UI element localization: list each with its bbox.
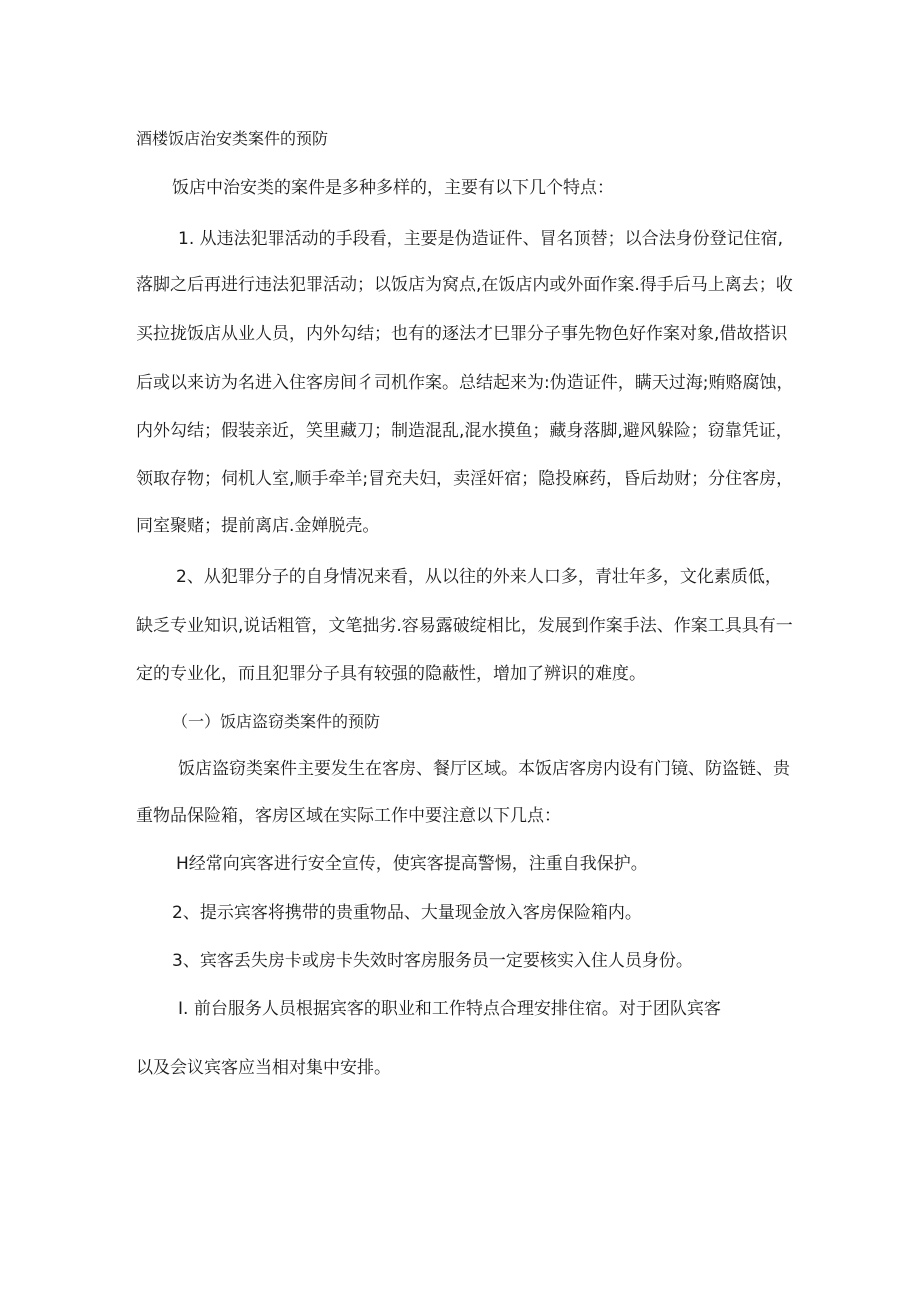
paragraph-3-line: 饭店盗窃类案件主要发生在客房、餐厅区域。本饭店客房内设有门镜、防盗链、贵 [178,759,790,779]
paragraph-2-line: 缺乏专业知识,说话粗管，文笔拙劣.容易露破绽相比，发展到作案手法、作案工具具有一 [136,616,793,636]
paragraph-1-line: 买拉拢饭店从业人员，内外勾结；也有的逐法才巳罪分子事先物色好作案对象,借故搭识 [136,324,788,344]
paragraph-1-line: 1. 从违法犯罪活动的手段看，主要是伪造证件、冒名顶替；以合法身份登记住宿, [178,229,784,249]
list-item: 3、宾客丢失房卡或房卡失效时客房服务员一定要核实入住人员身份。 [172,951,693,971]
list-item: H经常向宾客进行安全宣传，使宾客提高警惕，注重自我保护。 [176,854,648,874]
paragraph-1-line: 后或以来访为名进入住客房间彳司机作案。总结起来为:伪造证件，瞒天过海;贿赂腐蚀， [136,373,794,393]
intro-text: 饭店中治安类的案件是多种多样的，主要有以下几个特点： [172,178,614,198]
paragraph-1-line: 落脚之后再进行违法犯罪活动；以饭店为窝点,在饭店内或外面作案.得手后马上离去；收 [136,275,793,295]
paragraph-2-line: 2、从犯罪分子的自身情况来看，从以往的外来人口多，青壮年多，文化素质低， [176,567,782,587]
section-heading: （一）饭店盗窃类案件的预防 [172,712,381,731]
list-item: 2、提示宾客将携带的贵重物品、大量现金放入客房保险箱内。 [172,903,642,923]
list-item: I. 前台服务人员根据宾客的职业和工作特点合理安排住宿。对于团队宾客 [178,999,721,1019]
paragraph-3-line: 重物品保险箱，客房区域在实际工作中要注意以下几点： [136,806,561,826]
document-title: 酒楼饭店治安类案件的预防 [136,129,329,148]
paragraph-1-line: 领取存物；伺机人室,顺手牵羊;冒充夫妇，卖淫奸宿；隐投麻药，昏后劫财；分住客房， [136,469,794,489]
list-item-continuation: 以及会议宾客应当相对集中安排。 [136,1058,391,1078]
paragraph-1-line: 同室聚赌；提前离店.金婵脱壳。 [136,516,380,536]
paragraph-1-line: 内外勾结；假装亲近，笑里藏刀；制造混乱,混水摸鱼；藏身落脚,避风躲险；窃靠凭证， [136,421,793,441]
paragraph-2-line: 定的专业化，而且犯罪分子具有较强的隐蔽性，增加了辨识的难度。 [136,664,646,684]
